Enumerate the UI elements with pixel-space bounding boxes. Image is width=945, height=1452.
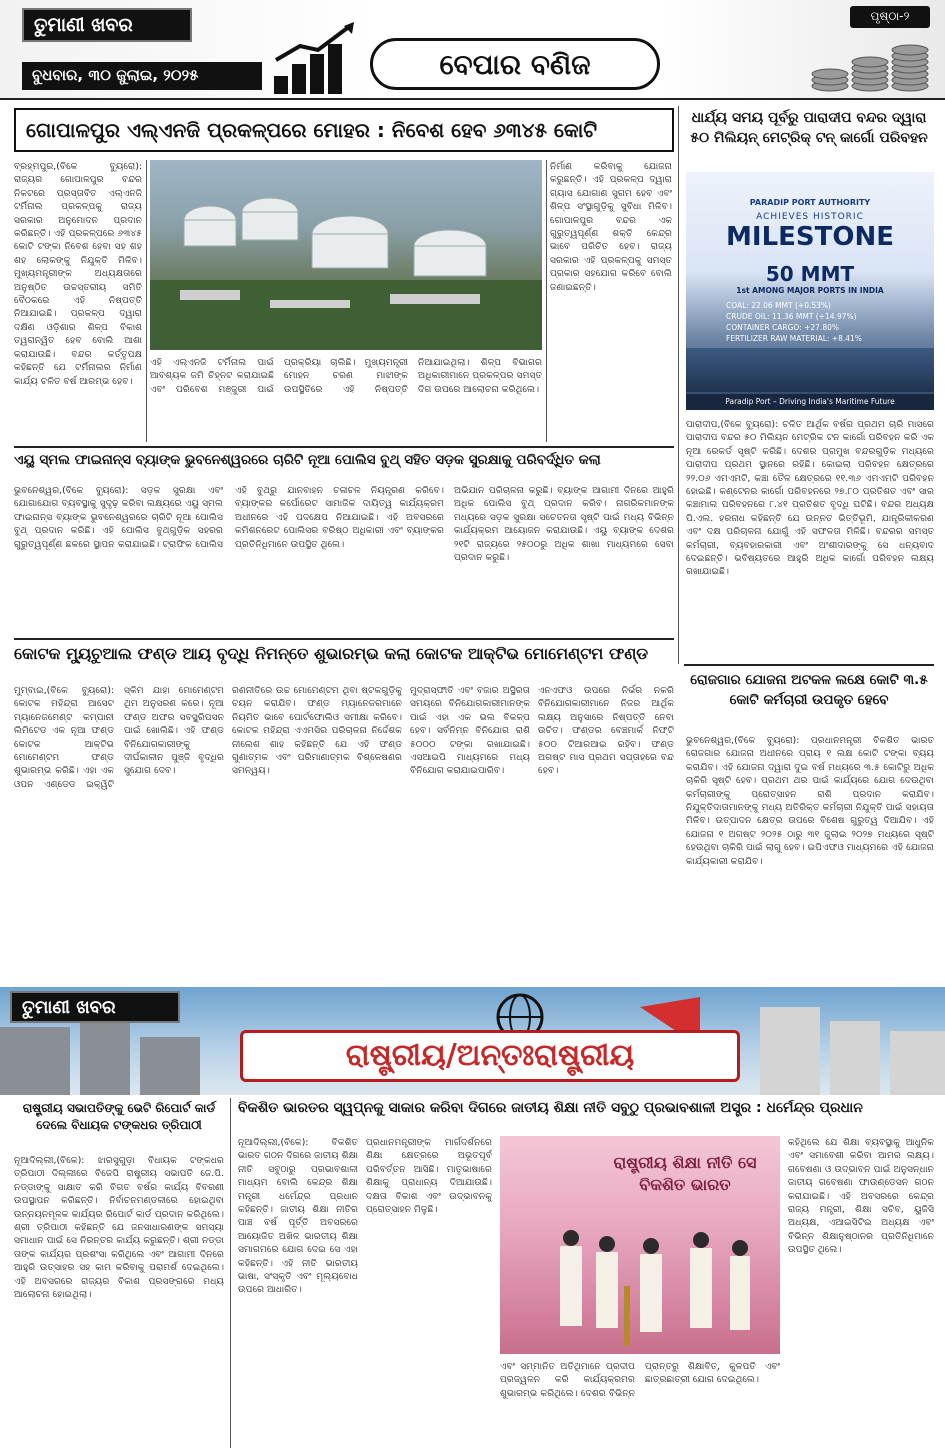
story4-headline: କୋଟକ ମ୍ୟୁଚୁଆଲ ଫଣ୍ଡ ଆୟ ବୃଦ୍ଧି ନିମନ୍ତେ ଶୁଭାରମ୍ଭ କଲା କୋଟକ ଆକ୍ଟିଭ ମୋମେଣ୍ଟମ ଫଣ୍ଡ	[14, 644, 649, 663]
coins-icon	[790, 30, 940, 92]
page-number: ପୃଷ୍ଠା-୨	[850, 6, 930, 28]
poster-big-number: 50 MMT	[765, 262, 855, 286]
poster-stat: COAL: 22.06 MMT (+0.53%)	[726, 301, 831, 310]
brand-logo: ତୁମାଣୀ ଖବର	[22, 8, 192, 42]
story3-body: ଭୁବନେଶ୍ୱର,(ବିକେ ବ୍ୟୁରୋ): ସଡ଼କ ସୁରକ୍ଷା ଏବଂ ଯୋଗାଯୋଗ ବ୍ୟବସ୍ଥାକୁ ସୁଦୃଢ଼ କରିବା ଲକ୍ଷ୍ୟରେ ଏୟୁ ସ୍ମଲ ଫାଇନାନ୍ସ ବ୍ୟାଙ୍କ ଭୁବନେଶ୍ୱରରେ ଚାରିଟି ନୂଆ ପୋଲିସ ବୁଥ୍ ପ୍ରଦାନ କରିଛି। ଏହି ପୋଲିସ ବୁଥ୍‌ଗୁଡ଼ିକ ସହରର ଗୁରୁତ୍ୱପୂର୍ଣ୍ଣ ଛକରେ ସ୍ଥାପନ କରାଯାଇଛି। ଟ୍ରାଫିକ ପୋଲିସ ଏହି ବୁଥ୍‌ରୁ ଯାନବାହନ ଚଳାଚଳ ନିୟନ୍ତ୍ରଣ କରିବେ। ବ୍ୟାଙ୍କର କର୍ପୋରେଟ ସାମାଜିକ ଦାୟିତ୍ୱ କାର୍ଯ୍ୟକ୍ରମ ଅଧୀନରେ ଏହି ପଦକ୍ଷେପ ନିଆଯାଇଛି। ଏହି ଅବସରରେ କମିଶନରେଟ ପୋଲିସର ବରିଷ୍ଠ ଅଧିକାରୀ ଏବଂ ବ୍ୟାଙ୍କର ପ୍ରତିନିଧିମାନେ ଉପସ୍ଥିତ ଥିଲେ।	[14, 485, 444, 550]
band-section-title: ରାଷ୍ଟ୍ରୀୟ/ଅନ୍ତଃରାଷ୍ଟ୍ରୀୟ	[240, 1030, 740, 1082]
story4-body4: ଏନଏଫଓ ଉପରେ ନିର୍ଭର ନକରି ବିନିଯୋଗକାରୀମାନେ ନିଜର ଆର୍ଥିକ ଲକ୍ଷ୍ୟ ଅନୁସାରେ ନିଷ୍ପତ୍ତି ନେବା ଉଚିତ। ଫଣ୍ଡର ବେଞ୍ଚମାର୍କ ନିଫ୍ଟି ୫୦୦ ଟିଆରଆଇ ରହିବ। ଫଣ୍ଡ ଅଗଷ୍ଟ ମାସ ପ୍ରଥମ ସପ୍ତାହରେ ବନ୍ଦ ହେବ।	[538, 685, 674, 777]
poster-footer: Paradip Port – Driving India's Maritime Future	[686, 394, 934, 410]
story4-body3: ମୁଦ୍ରାସ୍ଫୀତି ଏବଂ ବଜାର ଅସ୍ଥିରତା ସମୟରେ ବିନିଯୋଗକାରୀମାନଙ୍କ ପାଇଁ ଏହା ଏକ ଭଲ ବିକଳ୍ପ ହେବ। ସର୍ବନିମ୍ନ ବିନିଯୋଗ ରାଶି ୫୦୦୦ ଟଙ୍କା ରଖାଯାଇଛି। ଏସଆଇପି ମାଧ୍ୟମରେ ମଧ୍ୟ ବିନିଯୋଗ କରାଯାଇପାରିବ।	[410, 685, 530, 777]
poster-milestone: MILESTONE	[726, 222, 894, 252]
story1-body3: ଏହି ଏଲ୍‌ଏନଜି ଟର୍ମିନାଲ ପାଇଁ ଆବଶ୍ୟକ ଜମି ଚିହ୍ନଟ କରାଯାଇଛି ଏବଂ ପରିବେଶ ମଞ୍ଜୁରୀ ପାଇଁ ପ୍ରକ୍ରିୟା ଚାଲିଛି। ମୁଖ୍ୟମନ୍ତ୍ରୀ ମୋହନ ଚରଣ ମାଝୀଙ୍କ ଉପସ୍ଥିତିରେ ଏହି ନିଷ୍ପତ୍ତି ନିଆଯାଇଥିଲା। ଶିଳ୍ପ ବିଭାଗର ଅଧିକାରୀମାନେ ପ୍ରକଳ୍ପର ସମସ୍ତ ଦିଗ ଉପରେ ଆଲୋଚନା କରିଥିଲେ।	[150, 357, 542, 395]
poster-stats	[726, 300, 906, 344]
story2-headline: ଧାର୍ଯ୍ୟ ସମୟ ପୂର୍ବରୁ ପାରାଦୀପ ବନ୍ଦର ଦ୍ୱାରା ୫୦ ମିଲିୟନ୍ ମେଟ୍ରିକ୍ ଟନ୍ କାର୍ଗୋ ପରିବହନ	[690, 110, 928, 146]
story7-body: ନୂଆଦିଲ୍ଲୀ,(ବିକେ): ବିକଶିତ ଭାରତ ଗଠନ ଦିଗରେ ଜାତୀୟ ଶିକ୍ଷା ନୀତି ସବୁଠାରୁ ପ୍ରଭାବଶାଳୀ ମାଧ୍ୟମ ବୋଲି କେନ୍ଦ୍ର ଶିକ୍ଷା ମନ୍ତ୍ରୀ ଧର୍ମେନ୍ଦ୍ର ପ୍ରଧାନ କହିଛନ୍ତି। ଜାତୀୟ ଶିକ୍ଷା ନୀତିର ପାଞ୍ଚ ବର୍ଷ ପୂର୍ତ୍ତି ଅବସରରେ ଆୟୋଜିତ ଅଖିଳ ଭାରତୀୟ ଶିକ୍ଷା ସମାଗମରେ ଯୋଗ ଦେଇ ସେ ଏହା କହିଛନ୍ତି। ଏହି ନୀତି ଭାରତୀୟ ଭାଷା, ସଂସ୍କୃତି ଏବଂ ମୂଲ୍ୟବୋଧ ଉପରେ ଆଧାରିତ।	[238, 1137, 358, 1296]
story5-headline: ରୋଜଗାର ଯୋଜନା ଅଟକଳ ଲକ୍ଷେ କୋଟି ୩.୫ କୋଟି କର୍ମଚାରୀ ଉପକୃତ ହେବେ	[690, 672, 928, 708]
paradip-milestone-poster	[686, 172, 934, 410]
poster-achieves: ACHIEVES HISTORIC	[756, 212, 864, 222]
poster-stat: CONTAINER CARGO: +27.80%	[726, 323, 839, 332]
story6-body: ନୂଆଦିଲ୍ଲୀ,(ବିକେ): ଝାରସୁଗୁଡ଼ା ବିଧାୟକ ଟଙ୍କଧର ତ୍ରିପାଠୀ ଦିଲ୍ଲୀରେ ବିଜେପି ରାଷ୍ଟ୍ରୀୟ ସଭାପତି ଜେ.ପି. ନଡ୍ଡାଙ୍କୁ ସାକ୍ଷାତ କରି ବିଗତ ବର୍ଷର କାର୍ଯ୍ୟ ବିବରଣୀ ଉପସ୍ଥାପନ କରିଛନ୍ତି। ନିର୍ବାଚନମଣ୍ଡଳୀରେ ହୋଇଥିବା ଉନ୍ନୟନମୂଳକ କାର୍ଯ୍ୟର ରିପୋର୍ଟ କାର୍ଡ ପ୍ରଦାନ କରିଥିଲେ। ଶ୍ରୀ ତ୍ରିପାଠୀ କହିଛନ୍ତି ଯେ ଜନସାଧାରଣଙ୍କ ସମସ୍ୟା ସମାଧାନ ପାଇଁ ସେ ନିରନ୍ତର କାର୍ଯ୍ୟ କରୁଛନ୍ତି। ଶ୍ରୀ ନଡ୍ଡା ତାଙ୍କ କାର୍ଯ୍ୟର ପ୍ରଶଂସା କରିଥିଲେ ଏବଂ ଆଗାମୀ ଦିନରେ ଆହୁରି ଉତ୍ସାହର ସହ କାମ କରିବାକୁ ପରାମର୍ଶ ଦେଇଥିଲେ। ଏହି ଅବସରରେ ରାଜ୍ୟର ବିକାଶ ପ୍ରସଙ୍ଗରେ ମଧ୍ୟ ଆଲୋଚନା ହୋଇଥିଲା।	[14, 1155, 224, 1301]
growth-chart-icon	[270, 20, 366, 96]
story1-headline: ଗୋପାଳପୁର ଏଲ୍‌ଏନଜି ପ୍ରକଳ୍ପରେ ମୋହର : ନିବେଶ ହେବ ୬୩୪୫ କୋଟି	[14, 108, 674, 152]
story3-headline: ଏୟୁ ସ୍ମଲ ଫାଇନାନ୍ସ ବ୍ୟାଙ୍କ ଭୁବନେଶ୍ୱରରେ ଚାରିଟି ନୂଆ ପୋଲିସ ବୁଥ୍ ସହିତ ସଡ଼କ ସୁରକ୍ଷାକୁ ପରିବର୍ଦ୍ଧିତ କଲା	[14, 452, 601, 468]
poster-rank: 1st AMONG MAJOR PORTS IN INDIA	[736, 286, 884, 295]
story5-body: ଭୁବନେଶ୍ୱର,(ବିକେ ବ୍ୟୁରୋ): ପ୍ରଧାନମନ୍ତ୍ରୀ ବିକଶିତ ଭାରତ ରୋଜଗାର ଯୋଜନା ଅଧୀନରେ ପ୍ରାୟ ୧ ଲକ୍ଷ କୋଟି ଟଙ୍କା ବ୍ୟୟ କରାଯିବ। ଏହି ଯୋଜନା ଦ୍ୱାରା ଦୁଇ ବର୍ଷ ମଧ୍ୟରେ ୩.୫ କୋଟିରୁ ଅଧିକ ଚାକିରି ସୃଷ୍ଟି ହେବ। ପ୍ରଥମ ଥର ପାଇଁ କାର୍ଯ୍ୟରେ ଯୋଗ ଦେଉଥିବା କର୍ମଚାରୀଙ୍କୁ ପ୍ରୋତ୍ସାହନ ରାଶି ପ୍ରଦାନ କରାଯିବ। ନିଯୁକ୍ତିଦାତାମାନଙ୍କୁ ମଧ୍ୟ ଅତିରିକ୍ତ କର୍ମଚାରୀ ନିଯୁକ୍ତି ପାଇଁ ସହାୟତା ମିଳିବ। ଉତ୍ପାଦନ କ୍ଷେତ୍ର ଉପରେ ବିଶେଷ ଗୁରୁତ୍ୱ ଦିଆଯିବ। ଏହି ଯୋଜନା ୧ ଅଗଷ୍ଟ ୨୦୨୫ ଠାରୁ ୩୧ ଜୁଲାଇ ୨୦୨୭ ମଧ୍ୟରେ ସୃଷ୍ଟି ହେଉଥିବା ଚାକିରି ପାଇଁ ଲାଗୁ ହେବ। ଇପିଏଫଓ ମାଧ୍ୟମରେ ଏହି ଯୋଜନା କାର୍ଯ୍ୟକାରୀ କରାଯିବ।	[686, 735, 934, 867]
story7-headline: ବିକଶିତ ଭାରତର ସ୍ୱପ୍ନକୁ ସାକାର କରିବା ଦିଗରେ ଜାତୀୟ ଶିକ୍ଷା ନୀତି ସବୁଠୁ ପ୍ରଭାବଶାଳୀ ଅସ୍ତ୍ର : ଧର୍ମେନ୍ଦ୍ର ପ୍ରଧାନ	[238, 1100, 863, 1116]
story7-body3: ଏବଂ ସମ୍ମାନିତ ଅତିଥିମାନେ ପ୍ରଦୀପ ପ୍ରଜ୍ୱଳନ କରି କାର୍ଯ୍ୟକ୍ରମର ଶୁଭାରମ୍ଭ କରିଥିଲେ। ଦେଶର ବିଭିନ୍ନ ପ୍ରାନ୍ତରୁ ଶିକ୍ଷାବିତ୍, କୁଳପତି ଏବଂ ଛାତ୍ରଛାତ୍ରୀ ଯୋଗ ଦେଇଥିଲେ।	[500, 1361, 780, 1399]
poster-stat: CRUDE OIL: 11.36 MMT (+14.97%)	[726, 312, 857, 321]
story4-body2: ରଣନୀତିରେ ଉଚ୍ଚ ମୋମେଣ୍ଟମ ଥିବା ଷ୍ଟକଗୁଡ଼ିକୁ ଚୟନ କରାଯିବ। ଫଣ୍ଡ ମ୍ୟାନେଜରମାନେ ନିୟମିତ ଭାବେ ପୋର୍ଟଫୋଲିଓ ସମୀକ୍ଷା କରିବେ। କୋଟକ ମହିନ୍ଦ୍ରା ଏଏମସିର ପରିଚାଳନା ନିର୍ଦ୍ଦେଶକ ନୀଲେଶ ଶାହ କହିଛନ୍ତି ଯେ ଏହି ଫଣ୍ଡ ଗୁଣାତ୍ମକ ଏବଂ ପରିମାଣାତ୍ମକ ବିଶ୍ଳେଷଣର ସମନ୍ୱୟ।	[232, 685, 402, 777]
education-event-photo	[500, 1136, 780, 1354]
poster-stat: FERTILIZER RAW MATERIAL: +8.41%	[726, 334, 862, 343]
poster-port-image	[686, 348, 934, 392]
story2-body: ପାରାଦୀପ,(ବିକେ ବ୍ୟୁରୋ): ଚଳିତ ଆର୍ଥିକ ବର୍ଷର ପ୍ରଥମ ଚାରି ମାସରେ ପାରାଦୀପ ବନ୍ଦର ୫୦ ମିଲିୟନ ମେଟ୍ରିକ ଟନ କାର୍ଗୋ ପରିବହନ କରି ଏକ ନୂଆ ରେକର୍ଡ ସୃଷ୍ଟି କରିଛି। ଦେଶର ପ୍ରମୁଖ ବନ୍ଦରଗୁଡ଼ିକ ମଧ୍ୟରେ ପାରାଦୀପ ପ୍ରଥମ ସ୍ଥାନରେ ରହିଛି। କୋଇଲା ପରିବହନ କ୍ଷେତ୍ରରେ ୨୨.୦୬ ଏମଏମଟି, କଞ୍ଚା ତୈଳ କ୍ଷେତ୍ରରେ ୧୧.୩୬ ଏମଏମଟି ପରିବହନ ହୋଇଛି। କଣ୍ଟେନର କାର୍ଗୋ ପରିବହନରେ ୨୭.୮୦ ପ୍ରତିଶତ ଏବଂ ସାର କଞ୍ଚାମାଲ ପରିବହନରେ ୮.୪୧ ପ୍ରତିଶତ ବୃଦ୍ଧି ଘଟିଛି। ବନ୍ଦର ଅଧ୍ୟକ୍ଷ ପି.ଏଲ. ହରନାଧ କହିଛନ୍ତି ଯେ ଉନ୍ନତ ଭିତ୍ତିଭୂମି, ଯାନ୍ତ୍ରିକୀକରଣ ଏବଂ ଦକ୍ଷ ପରିଚାଳନା ଯୋଗୁଁ ଏହି ସଫଳତା ମିଳିଛି। ବନ୍ଦରର ସମସ୍ତ କର୍ମଚାରୀ, ବ୍ୟବହାରକାରୀ ଏବଂ ଅଂଶୀଦାରଙ୍କୁ ସେ ଧନ୍ୟବାଦ ଦେଇଛନ୍ତି। ଭବିଷ୍ୟତରେ ଆହୁରି ଅଧିକ କାର୍ଗୋ ପରିବହନ ଲକ୍ଷ୍ୟ ରଖାଯାଇଛି।	[686, 419, 934, 578]
section-title: ବେପାର ବଣିଜ	[370, 38, 660, 90]
story3-body2: ଅଭିଯାନ ପରିଚାଳନା କରୁଛି। ବ୍ୟାଙ୍କ ଆଗାମୀ ଦିନରେ ଆହୁରି ଅଧିକ ପୋଲିସ ବୁଥ୍ ପ୍ରଦାନ କରିବ। ନାଗରିକମାନଙ୍କ ମଧ୍ୟରେ ସଡ଼କ ସୁରକ୍ଷା ସଚେତନତା ସୃଷ୍ଟି ପାଇଁ ମଧ୍ୟ ବିଭିନ୍ନ କାର୍ଯ୍ୟକ୍ରମ ଆୟୋଜନ କରାଯାଉଛି। ଏୟୁ ବ୍ୟାଙ୍କ ଦେଶର ୨୧ଟି ରାଜ୍ୟରେ ୨୫୦୦ରୁ ଅଧିକ ଶାଖା ମାଧ୍ୟମରେ ସେବା ପ୍ରଦାନ କରୁଛି।	[454, 485, 674, 564]
story6-headline: ରାଷ୍ଟ୍ରୀୟ ସଭାପତିଙ୍କୁ ଭେଟି ରିପୋର୍ଟ କାର୍ଡ ଦେଲେ ବିଧାୟକ ଟଙ୍କଧର ତ୍ରିପାଠୀ	[22, 1101, 216, 1132]
issue-date: ବୁଧବାର, ୩୦ ଜୁଲାଇ, ୨୦୨୫	[22, 62, 262, 90]
story7-body2: ପ୍ରଧାନମନ୍ତ୍ରୀଙ୍କ ମାର୍ଗଦର୍ଶନରେ ଶିକ୍ଷା କ୍ଷେତ୍ରରେ ଅଭୂତପୂର୍ବ ପରିବର୍ତ୍ତନ ଆସିଛି। ମାତୃଭାଷାରେ ଶିକ୍ଷାକୁ ପ୍ରାଧାନ୍ୟ ଦିଆଯାଉଛି। ଦକ୍ଷତା ବିକାଶ ଏବଂ ଉଦ୍ଭାବନକୁ ପ୍ରୋତ୍ସାହନ ମିଳୁଛି।	[366, 1137, 492, 1216]
poster-authority: PARADIP PORT AUTHORITY	[749, 198, 871, 207]
band-brand-logo: ତୁମାଣୀ ଖବର	[10, 991, 180, 1023]
story1-body: ବ୍ରହ୍ମପୁର,(ବିକେ ବ୍ୟୁରୋ): ରାଜ୍ୟର ଗୋପାଳପୁର ବନ୍ଦର ନିକଟରେ ପ୍ରସ୍ତାବିତ ଏଲ୍‌ଏନଜି ଟର୍ମିନାଲ ପ୍ରକଳ୍ପକୁ ରାଜ୍ୟ ସରକାର ଅନୁମୋଦନ ପ୍ରଦାନ କରିଛନ୍ତି। ଏହି ପ୍ରକଳ୍ପରେ ୬୩୪୫ କୋଟି ଟଙ୍କା ନିବେଶ ହେବା ସହ ଶହ ଶହ ଲୋକଙ୍କୁ ନିଯୁକ୍ତି ମିଳିବ। ମୁଖ୍ୟମନ୍ତ୍ରୀଙ୍କ ଅଧ୍ୟକ୍ଷତାରେ ଅନୁଷ୍ଠିତ ଉଚ୍ଚସ୍ତରୀୟ ସମିତି ବୈଠକରେ ଏହି ନିଷ୍ପତ୍ତି ନିଆଯାଇଛି। ପ୍ରକଳ୍ପ ଦ୍ୱାରା ଦକ୍ଷିଣ ଓଡ଼ିଶାର ଶିଳ୍ପ ବିକାଶ ତ୍ୱରାନ୍ୱିତ ହେବ ବୋଲି ଆଶା କରାଯାଉଛି। ବନ୍ଦର କର୍ତ୍ତୃପକ୍ଷ କହିଛନ୍ତି ଯେ ଟର୍ମିନାଲର ନିର୍ମାଣ କାର୍ଯ୍ୟ ଚଳିତ ବର୍ଷ ଆରମ୍ଭ ହେବ।	[14, 161, 142, 387]
story1-body2: ନିର୍ମାଣ କରିବାକୁ ଯୋଜନା କରୁଛନ୍ତି। ଏହି ପ୍ରକଳ୍ପ ଦ୍ୱାରା ଗ୍ୟାସ ଯୋଗାଣ ସୁଗମ ହେବ ଏବଂ ଶିଳ୍ପ ସଂସ୍ଥାଗୁଡ଼ିକୁ ସୁବିଧା ମିଳିବ। ଗୋପାଳପୁର ବନ୍ଦର ଏକ ଗୁରୁତ୍ୱପୂର୍ଣ୍ଣ ଶକ୍ତି କେନ୍ଦ୍ର ଭାବେ ପରିଚିତ ହେବ। ରାଜ୍ୟ ସରକାର ଏହି ପ୍ରକଳ୍ପକୁ ସମସ୍ତ ପ୍ରକାର ସହଯୋଗ କରିବେ ବୋଲି ଜଣାଇଛନ୍ତି।	[550, 161, 672, 293]
story4-body: ମୁମ୍ବାଇ,(ବିକେ ବ୍ୟୁରୋ): କୋଟକ ମହିନ୍ଦ୍ରା ଆସେଟ ମ୍ୟାନେଜମେଣ୍ଟ କମ୍ପାନୀ ଲିମିଟେଡ ଏକ ନୂଆ ଫଣ୍ଡ କୋଟକ ଆକ୍ଟିଭ ମୋମେଣ୍ଟମ ଫଣ୍ଡ ଶୁଭାରମ୍ଭ କରିଛି। ଏହା ଏକ ଓପନ ଏଣ୍ଡେଡ ଇକ୍ୱିଟି ସ୍କିମ ଯାହା ମୋମେଣ୍ଟମ ଥିମ ଅନୁସରଣ କରେ। ନୂଆ ଫଣ୍ଡ ଅଫର ସବସ୍କ୍ରିପସନ ପାଇଁ ଖୋଲିଛି। ଏହି ଫଣ୍ଡ ବିନିଯୋଗକାରୀଙ୍କୁ ଦୀର୍ଘକାଳୀନ ପୁଞ୍ଜି ବୃଦ୍ଧିର ସୁଯୋଗ ଦେବ।	[14, 685, 224, 790]
story7-body4: କହିଥିଲେ ଯେ ଶିକ୍ଷା ବ୍ୟବସ୍ଥାକୁ ଆଧୁନିକ ଏବଂ ସମାବେଶୀ କରିବା ଆମର ଲକ୍ଷ୍ୟ। ଗବେଷଣା ଓ ଉଦ୍ଭାବନ ପାଇଁ ଅନୁସନ୍ଧାନ ଜାତୀୟ ଗବେଷଣା ଫାଉଣ୍ଡେସନ ଗଠନ କରାଯାଇଛି। ଏହି ଅବସରରେ କେନ୍ଦ୍ର ରାଜ୍ୟ ମନ୍ତ୍ରୀ, ଶିକ୍ଷା ସଚିବ, ୟୁଜିସି ଅଧ୍ୟକ୍ଷ, ଏଆଇସିଟିଇ ଅଧ୍ୟକ୍ଷ ଏବଂ ବିଭିନ୍ନ ଶିକ୍ଷାନୁଷ୍ଠାନର ପ୍ରତିନିଧିମାନେ ଉପସ୍ଥିତ ଥିଲେ।	[788, 1137, 934, 1256]
event-banner-text: ରାଷ୍ଟ୍ରୀୟ ଶିକ୍ଷା ନୀତି ସେ ବିକଶିତ ଭାରତ	[613, 1153, 757, 1194]
lng-terminal-photo	[150, 160, 542, 350]
